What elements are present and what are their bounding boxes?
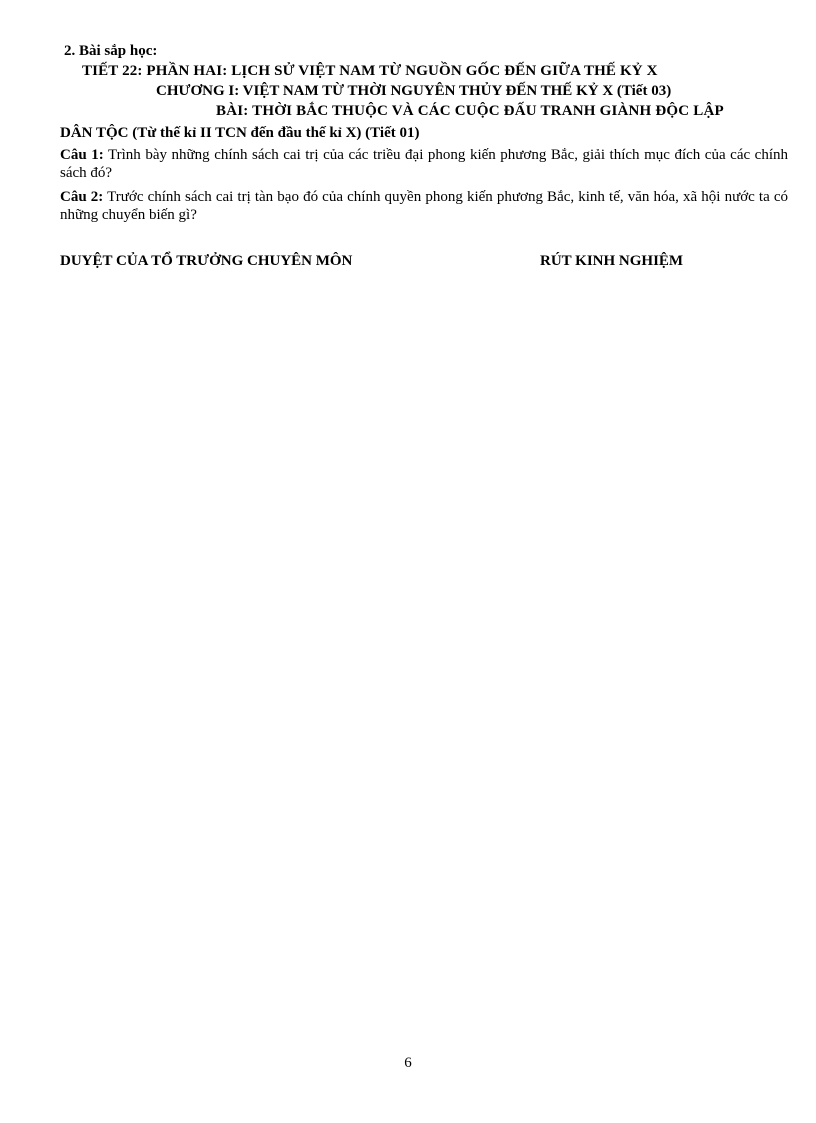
question-2 [60,188,788,224]
lesson-title-line: TIẾT 22: PHẦN HAI: LỊCH SỬ VIỆT NAM TỪ NGUỒN GỐC ĐẾN GIỮA THẾ KỶ X [82,63,658,79]
question-2-text: Trước chính sách cai trị tàn bạo đó của chính quyền phong kiến phương Bắc, kinh tế, văn hóa, xã hội nước ta có những chuyển biến gì? [60,189,789,223]
section-heading: 2. Bài sắp học: [64,43,158,59]
signature-left-heading: DUYỆT CỦA TỔ TRƯỞNG CHUYÊN MÔN [60,253,353,269]
question-2-label: Câu 2: [60,189,104,205]
question-1-text: Trình bày những chính sách cai trị của các triều đại phong kiến phương Bắc, giải thích mục đích của các chính sách đó? [60,147,788,181]
signature-right-heading: RÚT KINH NGHIỆM [540,253,684,269]
question-1 [60,146,788,182]
chapter-line: CHƯƠNG I: VIỆT NAM TỪ THỜI NGUYÊN THỦY ĐẾN THẾ KỶ X (Tiết 03) [156,83,672,99]
page-number: 6 [404,1055,412,1071]
lesson-name-line-1: BÀI: THỜI BẮC THUỘC VÀ CÁC CUỘC ĐẤU TRANH GIÀNH ĐỘC LẬP [216,103,724,119]
question-1-label: Câu 1: [60,147,104,163]
lesson-name-line-2: DÂN TỘC (Từ thế kỉ II TCN đến đầu thế kỉ X) (Tiết 01) [60,125,420,141]
